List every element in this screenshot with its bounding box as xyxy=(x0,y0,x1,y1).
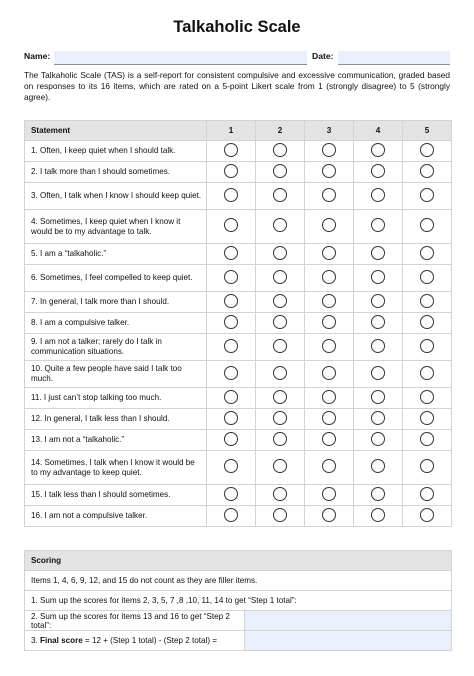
option-cell xyxy=(354,430,403,451)
option-cell xyxy=(354,388,403,409)
final-score-input[interactable] xyxy=(245,631,452,651)
option-cell xyxy=(256,451,305,485)
radio-option-3[interactable] xyxy=(322,459,336,473)
radio-option-4[interactable] xyxy=(371,459,385,473)
option-cell xyxy=(305,292,354,313)
radio-option-1[interactable] xyxy=(224,459,238,473)
radio-option-1[interactable] xyxy=(224,188,238,202)
table-row xyxy=(25,361,452,388)
option-cell xyxy=(403,388,452,409)
table-row xyxy=(25,506,452,527)
radio-option-4[interactable] xyxy=(371,366,385,380)
radio-option-2[interactable] xyxy=(273,390,287,404)
table-row xyxy=(25,334,452,361)
option-header-3: 3 xyxy=(305,121,354,141)
table-row xyxy=(25,183,452,210)
radio-option-5[interactable] xyxy=(420,432,434,446)
table-row xyxy=(25,451,452,485)
option-cell xyxy=(207,313,256,334)
option-cell xyxy=(403,292,452,313)
option-cell xyxy=(354,210,403,244)
radio-option-2[interactable] xyxy=(273,218,287,232)
radio-option-2[interactable] xyxy=(273,366,287,380)
radio-option-2[interactable] xyxy=(273,188,287,202)
radio-option-2[interactable] xyxy=(273,164,287,178)
radio-option-5[interactable] xyxy=(420,218,434,232)
radio-option-5[interactable] xyxy=(420,366,434,380)
statement-text: 14. Sometimes, I talk when I know it would be to my advantage to keep quiet. xyxy=(25,451,207,485)
radio-option-4[interactable] xyxy=(371,218,385,232)
radio-option-1[interactable] xyxy=(224,218,238,232)
option-cell xyxy=(256,361,305,388)
option-header-5: 5 xyxy=(403,121,452,141)
option-cell xyxy=(354,361,403,388)
option-cell xyxy=(207,361,256,388)
radio-option-1[interactable] xyxy=(224,487,238,501)
radio-option-4[interactable] xyxy=(371,315,385,329)
radio-option-2[interactable] xyxy=(273,411,287,425)
option-cell xyxy=(207,388,256,409)
step2-row xyxy=(25,611,452,631)
step3-prefix: 3. xyxy=(31,636,40,645)
option-cell xyxy=(305,430,354,451)
option-cell xyxy=(305,485,354,506)
option-cell xyxy=(403,451,452,485)
statement-text: 6. Sometimes, I feel compelled to keep quiet. xyxy=(25,265,207,292)
option-cell xyxy=(207,451,256,485)
option-cell xyxy=(207,210,256,244)
option-cell xyxy=(207,244,256,265)
step1-row xyxy=(25,591,452,611)
option-cell xyxy=(207,430,256,451)
radio-option-5[interactable] xyxy=(420,270,434,284)
radio-option-3[interactable] xyxy=(322,432,336,446)
radio-option-3[interactable] xyxy=(322,246,336,260)
radio-option-2[interactable] xyxy=(273,459,287,473)
radio-option-2[interactable] xyxy=(273,246,287,260)
radio-option-3[interactable] xyxy=(322,339,336,353)
option-cell xyxy=(207,183,256,210)
radio-option-1[interactable] xyxy=(224,390,238,404)
option-cell xyxy=(207,162,256,183)
table-row xyxy=(25,485,452,506)
radio-option-2[interactable] xyxy=(273,508,287,522)
option-cell xyxy=(207,292,256,313)
date-field-row xyxy=(312,51,334,65)
radio-option-2[interactable] xyxy=(273,270,287,284)
option-cell xyxy=(207,265,256,292)
statement-text: 13. I am not a “talkaholic.” xyxy=(25,430,207,451)
option-cell xyxy=(305,388,354,409)
option-cell xyxy=(403,183,452,210)
radio-option-5[interactable] xyxy=(420,390,434,404)
radio-option-4[interactable] xyxy=(371,294,385,308)
radio-option-3[interactable] xyxy=(322,164,336,178)
table-row xyxy=(25,409,452,430)
radio-option-5[interactable] xyxy=(420,339,434,353)
option-cell xyxy=(256,292,305,313)
option-cell xyxy=(354,292,403,313)
radio-option-2[interactable] xyxy=(273,339,287,353)
option-cell xyxy=(256,430,305,451)
table-row xyxy=(25,141,452,162)
radio-option-5[interactable] xyxy=(420,294,434,308)
radio-option-4[interactable] xyxy=(371,164,385,178)
radio-option-4[interactable] xyxy=(371,339,385,353)
option-cell xyxy=(305,313,354,334)
statement-text: 2. I talk more than I should sometimes. xyxy=(25,162,207,183)
option-cell xyxy=(403,244,452,265)
statement-header: Statement xyxy=(25,121,207,141)
option-cell xyxy=(256,334,305,361)
radio-option-4[interactable] xyxy=(371,270,385,284)
final-score-label: Final score xyxy=(40,636,83,645)
option-cell xyxy=(403,313,452,334)
radio-option-3[interactable] xyxy=(322,411,336,425)
option-header-4: 4 xyxy=(354,121,403,141)
radio-option-5[interactable] xyxy=(420,508,434,522)
option-cell xyxy=(403,409,452,430)
option-cell xyxy=(354,141,403,162)
radio-option-2[interactable] xyxy=(273,432,287,446)
option-cell xyxy=(207,409,256,430)
statement-text: 4. Sometimes, I keep quiet when I know it would be to my advantage to talk. xyxy=(25,210,207,244)
table-header-row xyxy=(25,121,452,141)
option-cell xyxy=(256,244,305,265)
option-cell xyxy=(305,451,354,485)
scoring-header: Scoring xyxy=(25,551,452,571)
radio-option-1[interactable] xyxy=(224,366,238,380)
option-cell xyxy=(403,485,452,506)
radio-option-1[interactable] xyxy=(224,432,238,446)
radio-option-5[interactable] xyxy=(420,411,434,425)
scoring-note-row xyxy=(25,571,452,591)
radio-option-2[interactable] xyxy=(273,143,287,157)
option-cell xyxy=(354,313,403,334)
option-cell xyxy=(305,244,354,265)
radio-option-4[interactable] xyxy=(371,508,385,522)
step3-formula: = 12 + (Step 1 total) - (Step 2 total) = xyxy=(82,636,218,645)
option-cell xyxy=(305,334,354,361)
option-cell xyxy=(354,409,403,430)
option-header-2: 2 xyxy=(256,121,305,141)
step3-text xyxy=(25,631,245,651)
radio-option-3[interactable] xyxy=(322,143,336,157)
statement-text: 3. Often, I talk when I know I should keep quiet. xyxy=(25,183,207,210)
statement-text: 16. I am not a compulsive talker. xyxy=(25,506,207,527)
radio-option-1[interactable] xyxy=(224,270,238,284)
radio-option-4[interactable] xyxy=(371,188,385,202)
radio-option-4[interactable] xyxy=(371,143,385,157)
step2-label: 2. Sum up the scores for items 13 and 16 to get “Step 2 total”: xyxy=(31,611,230,630)
radio-option-3[interactable] xyxy=(322,315,336,329)
name-label: Name: xyxy=(24,51,51,61)
option-cell xyxy=(207,141,256,162)
radio-option-1[interactable] xyxy=(224,246,238,260)
radio-option-5[interactable] xyxy=(420,164,434,178)
radio-option-5[interactable] xyxy=(420,487,434,501)
table-row xyxy=(25,265,452,292)
option-cell xyxy=(305,141,354,162)
option-cell xyxy=(305,409,354,430)
radio-option-4[interactable] xyxy=(371,432,385,446)
filler-note: Items 1, 4, 6, 9, 12, and 15 do not count as they are filler items. xyxy=(25,571,452,591)
option-cell xyxy=(354,244,403,265)
radio-option-2[interactable] xyxy=(273,294,287,308)
page-title: Talkaholic Scale xyxy=(173,18,301,36)
scoring-table xyxy=(24,550,452,651)
table-row xyxy=(25,430,452,451)
radio-option-1[interactable] xyxy=(224,315,238,329)
radio-option-5[interactable] xyxy=(420,143,434,157)
option-cell xyxy=(403,430,452,451)
option-cell xyxy=(403,210,452,244)
option-cell xyxy=(256,162,305,183)
option-cell xyxy=(403,334,452,361)
radio-option-4[interactable] xyxy=(371,390,385,404)
option-cell xyxy=(256,210,305,244)
option-cell xyxy=(305,265,354,292)
statement-text: 12. In general, I talk less than I should. xyxy=(25,409,207,430)
table-row xyxy=(25,313,452,334)
radio-option-4[interactable] xyxy=(371,411,385,425)
option-cell xyxy=(256,506,305,527)
option-cell xyxy=(256,485,305,506)
radio-option-5[interactable] xyxy=(420,188,434,202)
radio-option-3[interactable] xyxy=(322,188,336,202)
radio-option-3[interactable] xyxy=(322,366,336,380)
radio-option-1[interactable] xyxy=(224,143,238,157)
scoring-header-row xyxy=(25,551,452,571)
option-header-1: 1 xyxy=(207,121,256,141)
radio-option-3[interactable] xyxy=(322,270,336,284)
option-cell xyxy=(354,265,403,292)
option-cell xyxy=(207,485,256,506)
option-cell xyxy=(354,162,403,183)
step2-input[interactable] xyxy=(245,611,452,631)
statement-text: 15. I talk less than I should sometimes. xyxy=(25,485,207,506)
option-cell xyxy=(354,485,403,506)
option-cell xyxy=(403,141,452,162)
radio-option-2[interactable] xyxy=(273,487,287,501)
option-cell xyxy=(403,265,452,292)
option-cell xyxy=(256,265,305,292)
step2-text xyxy=(25,611,245,631)
option-cell xyxy=(354,183,403,210)
option-cell xyxy=(305,210,354,244)
option-cell xyxy=(305,162,354,183)
option-cell xyxy=(256,409,305,430)
option-cell xyxy=(207,334,256,361)
option-cell xyxy=(305,506,354,527)
date-label: Date: xyxy=(312,51,334,61)
statement-text: 9. I am not a talker; rarely do I talk in communication situations. xyxy=(25,334,207,361)
option-cell xyxy=(354,451,403,485)
table-row xyxy=(25,388,452,409)
radio-option-3[interactable] xyxy=(322,487,336,501)
statement-text: 8. I am a compulsive talker. xyxy=(25,313,207,334)
intro-paragraph: The Talkaholic Scale (TAS) is a self-report for consistent compulsive and excessive communication, graded based on responses to its 16 items, which are rated on a 5-point Likert scale from 1 (strongly disagree) to 5 (strongly agree). xyxy=(24,70,450,103)
step1-text: 1. Sum up the scores for items 2, 3, 5, 7 ,8 ,10, 11, 14 to get “Step 1 total”: xyxy=(25,591,452,611)
radio-option-3[interactable] xyxy=(322,218,336,232)
radio-option-1[interactable] xyxy=(224,294,238,308)
statement-text: 11. I just can’t stop talking too much. xyxy=(25,388,207,409)
name-input[interactable] xyxy=(54,51,307,65)
statement-text: 1. Often, I keep quiet when I should talk. xyxy=(25,141,207,162)
option-cell xyxy=(354,506,403,527)
table-row xyxy=(25,162,452,183)
option-cell xyxy=(305,183,354,210)
option-cell xyxy=(403,162,452,183)
table-row xyxy=(25,210,452,244)
statement-text: 7. In general, I talk more than I should. xyxy=(25,292,207,313)
option-cell xyxy=(256,183,305,210)
radio-option-3[interactable] xyxy=(322,294,336,308)
radio-option-5[interactable] xyxy=(420,315,434,329)
name-field-row xyxy=(24,51,50,65)
statement-text: 5. I am a “talkaholic.” xyxy=(25,244,207,265)
radio-option-1[interactable] xyxy=(224,411,238,425)
option-cell xyxy=(207,506,256,527)
table-row xyxy=(25,292,452,313)
statement-text: 10. Quite a few people have said I talk too much. xyxy=(25,361,207,388)
option-cell xyxy=(403,506,452,527)
date-input[interactable] xyxy=(338,51,450,65)
radio-option-4[interactable] xyxy=(371,246,385,260)
step3-row xyxy=(25,631,452,651)
radio-option-2[interactable] xyxy=(273,315,287,329)
option-cell xyxy=(256,388,305,409)
radio-option-3[interactable] xyxy=(322,390,336,404)
option-cell xyxy=(354,334,403,361)
table-row xyxy=(25,244,452,265)
radio-option-1[interactable] xyxy=(224,339,238,353)
option-cell xyxy=(256,313,305,334)
radio-option-1[interactable] xyxy=(224,508,238,522)
likert-table xyxy=(24,120,452,527)
radio-option-1[interactable] xyxy=(224,164,238,178)
radio-option-3[interactable] xyxy=(322,508,336,522)
radio-option-5[interactable] xyxy=(420,459,434,473)
radio-option-5[interactable] xyxy=(420,246,434,260)
option-cell xyxy=(305,361,354,388)
radio-option-4[interactable] xyxy=(371,487,385,501)
option-cell xyxy=(403,361,452,388)
option-cell xyxy=(256,141,305,162)
